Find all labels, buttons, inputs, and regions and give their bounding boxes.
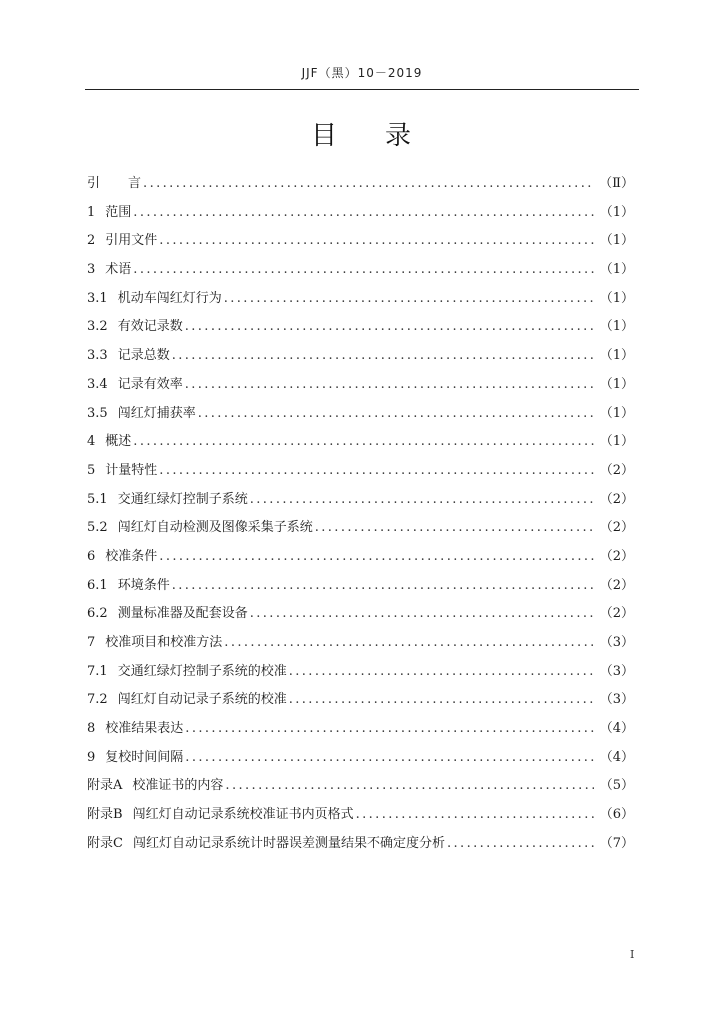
toc-leader-dots bbox=[224, 635, 593, 650]
toc-entry-title: 交通红绿灯控制子系统 bbox=[117, 491, 248, 507]
toc-entry-page: （1） bbox=[599, 405, 634, 421]
toc-entry-page: （1） bbox=[599, 233, 634, 249]
toc-leader-dots bbox=[289, 664, 594, 679]
toc-entry-number: 5.2 bbox=[87, 520, 108, 536]
toc-entry-label bbox=[87, 803, 354, 822]
toc-entry-number: 6.2 bbox=[87, 606, 108, 622]
toc-entry[interactable] bbox=[87, 315, 634, 344]
toc-entry-title: 闯红灯自动记录子系统的校准 bbox=[117, 692, 287, 708]
toc-entry-title: 概述 bbox=[105, 434, 132, 450]
toc-entry-title: 记录总数 bbox=[117, 348, 170, 364]
toc-entry-label bbox=[87, 430, 131, 449]
toc-entry[interactable] bbox=[87, 516, 634, 545]
toc-entry-label bbox=[87, 201, 131, 220]
toc-leader-dots bbox=[159, 233, 593, 248]
toc-entry-label bbox=[87, 172, 141, 191]
toc-leader-dots bbox=[185, 377, 594, 392]
toc-entry-number: 7 bbox=[87, 635, 96, 650]
toc-entry-page: （Ⅱ） bbox=[599, 176, 634, 191]
toc-entry-label bbox=[87, 688, 287, 707]
toc-leader-dots bbox=[159, 549, 593, 564]
toc-entry-number: 3.4 bbox=[87, 376, 108, 392]
toc-leader-dots bbox=[159, 463, 593, 478]
toc-entry-title: 闯红灯捕获率 bbox=[117, 405, 196, 421]
toc-entry-title: 范围 bbox=[105, 204, 132, 220]
toc-leader-dots bbox=[289, 692, 594, 707]
toc-entry[interactable] bbox=[87, 660, 634, 689]
toc-entry[interactable] bbox=[87, 803, 634, 832]
toc-entry-title: 引用文件 bbox=[105, 233, 158, 249]
toc-entry-label bbox=[87, 774, 223, 793]
toc-entry-label bbox=[87, 459, 157, 478]
toc-entry-number: 5 bbox=[87, 462, 96, 478]
toc-leader-dots bbox=[185, 721, 593, 736]
toc-leader-dots bbox=[172, 578, 594, 593]
toc-leader-dots bbox=[185, 319, 594, 334]
toc-entry-title: 闯红灯自动检测及图像采集子系统 bbox=[117, 520, 313, 536]
toc-entry-page: （1） bbox=[599, 319, 634, 335]
toc-entry-title: 计量特性 bbox=[105, 462, 158, 478]
toc-entry-page: （1） bbox=[599, 262, 634, 278]
toc-entry-title: 校准证书的内容 bbox=[132, 778, 224, 794]
toc-entry-page: （1） bbox=[599, 348, 634, 364]
toc-entry-number: 7.2 bbox=[87, 692, 108, 708]
toc-entry-page: （2） bbox=[599, 577, 634, 593]
toc-entry-label bbox=[87, 488, 248, 507]
toc-entry-title: 校准项目和校准方法 bbox=[105, 635, 223, 650]
toc-entry-number: 5.1 bbox=[87, 491, 108, 507]
toc-entry[interactable] bbox=[87, 229, 634, 258]
toc-entry-title: 测量标准器及配套设备 bbox=[117, 606, 248, 622]
toc-entry-title: 记录有效率 bbox=[117, 376, 183, 392]
toc-entry[interactable] bbox=[87, 344, 634, 373]
toc-entry-label bbox=[87, 832, 445, 851]
toc-entry-number: 6 bbox=[87, 548, 96, 564]
toc-entry-number: 8 bbox=[87, 721, 96, 737]
toc-entry-title: 校准条件 bbox=[105, 548, 158, 564]
toc-entry-number: 3 bbox=[87, 262, 96, 278]
toc-entry-label bbox=[87, 344, 170, 363]
title-char-left: 目 bbox=[310, 121, 339, 151]
toc-entry-title: 闯红灯自动记录系统计时器误差测量结果不确定度分析 bbox=[132, 835, 445, 851]
toc-entry-title: 校准结果表达 bbox=[105, 721, 184, 737]
toc-leader-dots bbox=[185, 750, 593, 765]
toc-entry-label bbox=[87, 717, 183, 736]
toc-entry-page: （2） bbox=[599, 548, 634, 564]
toc-entry-page: （1） bbox=[599, 204, 634, 220]
toc-entry-label bbox=[87, 746, 183, 765]
toc-leader-dots bbox=[133, 262, 593, 277]
toc-entry-label bbox=[87, 373, 183, 392]
toc-entry-number: 4 bbox=[87, 434, 96, 450]
toc-entry[interactable] bbox=[87, 746, 634, 775]
toc-entry-number: 附录C bbox=[87, 835, 123, 851]
toc-leader-dots bbox=[224, 291, 594, 306]
toc-entry-page: （1） bbox=[599, 434, 634, 450]
toc-entry[interactable] bbox=[87, 459, 634, 488]
toc-entry[interactable] bbox=[87, 430, 634, 459]
toc-entry[interactable] bbox=[87, 774, 634, 803]
toc-entry-title: 环境条件 bbox=[117, 577, 170, 593]
toc-entry-page: （3） bbox=[599, 635, 634, 650]
toc-entry[interactable] bbox=[87, 545, 634, 574]
toc-entry-page: （3） bbox=[599, 663, 634, 679]
toc-entry-label bbox=[87, 258, 131, 277]
document-code-header: JJF（黑）10－2019 bbox=[301, 66, 423, 80]
toc-entry-page: （6） bbox=[599, 807, 634, 823]
toc-leader-dots bbox=[250, 492, 594, 507]
toc-entry-number: 附录A bbox=[87, 778, 123, 794]
toc-entry[interactable] bbox=[87, 574, 634, 603]
toc-entry-number: 2 bbox=[87, 233, 96, 249]
toc-entry-page: （3） bbox=[599, 692, 634, 708]
toc-entry-number: 3.2 bbox=[87, 319, 108, 335]
toc-leader-dots bbox=[225, 778, 593, 793]
toc-entry[interactable] bbox=[87, 717, 634, 746]
toc-entry-page: （2） bbox=[599, 520, 634, 536]
toc-entry-page: （4） bbox=[599, 721, 634, 737]
toc-entry-label bbox=[87, 660, 287, 679]
toc-leader-dots bbox=[133, 205, 593, 220]
page-title bbox=[0, 115, 724, 152]
title-char-right: 录 bbox=[385, 121, 414, 151]
toc-entry-label bbox=[87, 229, 157, 248]
toc-entry[interactable] bbox=[87, 201, 634, 230]
toc-entry-label bbox=[87, 402, 196, 421]
toc-entry-title: 机动车闯红灯行为 bbox=[117, 290, 222, 306]
toc-leader-dots bbox=[172, 348, 594, 363]
toc-entry-number: 9 bbox=[87, 749, 96, 765]
toc-entry-page: （2） bbox=[599, 606, 634, 622]
toc-entry-title: 交通红绿灯控制子系统的校准 bbox=[117, 663, 287, 679]
toc-entry-number: 3.5 bbox=[87, 405, 108, 421]
toc-entry[interactable] bbox=[87, 488, 634, 517]
toc-entry[interactable] bbox=[87, 402, 634, 431]
header-divider bbox=[85, 89, 639, 90]
toc-entry-label bbox=[87, 574, 170, 593]
toc-entry-number: 引 bbox=[87, 176, 101, 191]
toc-entry-label bbox=[87, 516, 313, 535]
toc-entry-number: 3.1 bbox=[87, 290, 108, 306]
toc-entry-label bbox=[87, 602, 248, 621]
toc-leader-dots bbox=[250, 606, 594, 621]
toc-entry-number: 7.1 bbox=[87, 663, 108, 679]
toc-entry[interactable] bbox=[87, 258, 634, 287]
toc-entry-page: （1） bbox=[599, 290, 634, 306]
toc-entry-page: （2） bbox=[599, 462, 634, 478]
toc-entry[interactable] bbox=[87, 602, 634, 631]
toc-leader-dots bbox=[133, 434, 593, 449]
toc-leader-dots bbox=[447, 836, 594, 851]
toc-entry-page: （4） bbox=[599, 749, 634, 765]
toc-entry[interactable] bbox=[87, 832, 634, 861]
toc-leader-dots bbox=[198, 406, 594, 421]
toc-leader-dots bbox=[356, 807, 594, 822]
toc-entry-title: 言 bbox=[128, 176, 142, 191]
toc-entry-title: 术语 bbox=[105, 262, 132, 278]
toc-entry[interactable] bbox=[87, 172, 634, 201]
toc-entry-title: 复校时间间隔 bbox=[105, 749, 184, 765]
toc-entry-label bbox=[87, 545, 157, 564]
toc-entry-label bbox=[87, 287, 222, 306]
toc-leader-dots bbox=[315, 520, 594, 535]
toc-entry[interactable] bbox=[87, 631, 634, 660]
table-of-contents bbox=[87, 172, 634, 861]
toc-entry-page: （2） bbox=[599, 491, 634, 507]
toc-leader-dots bbox=[143, 176, 593, 191]
toc-entry-number: 6.1 bbox=[87, 577, 108, 593]
toc-entry-label bbox=[87, 315, 183, 334]
toc-entry-title: 有效记录数 bbox=[117, 319, 183, 335]
toc-entry[interactable] bbox=[87, 287, 634, 316]
toc-entry-number: 附录B bbox=[87, 807, 123, 823]
toc-entry-page: （5） bbox=[599, 778, 634, 794]
toc-entry[interactable] bbox=[87, 373, 634, 402]
toc-entry-label bbox=[87, 631, 222, 650]
toc-entry-title: 闯红灯自动记录系统校准证书内页格式 bbox=[132, 807, 354, 823]
toc-entry[interactable] bbox=[87, 688, 634, 717]
toc-entry-page: （7） bbox=[599, 835, 634, 851]
page-number: Ⅰ bbox=[630, 948, 635, 961]
toc-entry-number: 3.3 bbox=[87, 348, 108, 364]
toc-entry-number: 1 bbox=[87, 204, 96, 220]
toc-entry-page: （1） bbox=[599, 376, 634, 392]
